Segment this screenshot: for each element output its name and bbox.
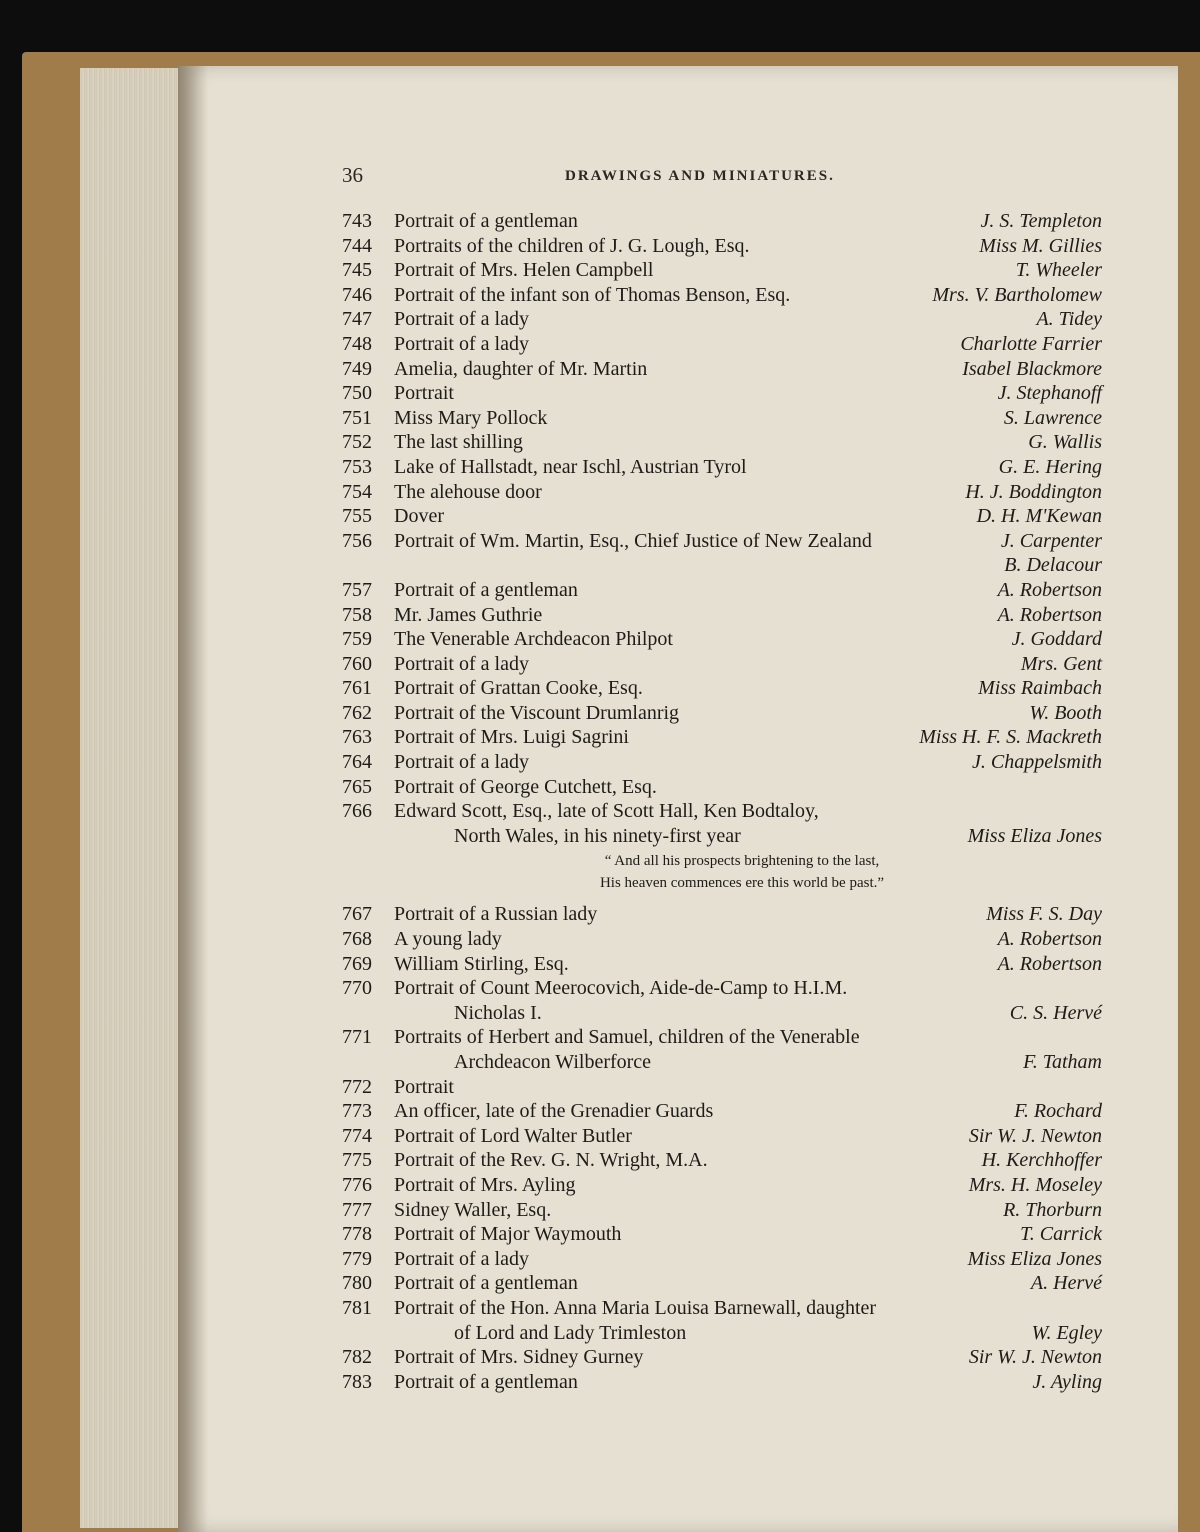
- catalogue-entry: [342, 505, 1102, 530]
- catalogue-entry: [342, 653, 1102, 678]
- entry-artist: Miss Eliza Jones: [967, 824, 1102, 847]
- catalogue-entry: [342, 579, 1102, 604]
- entry-artist: Mrs. H. Moseley: [968, 1173, 1102, 1196]
- catalogue-list: [342, 210, 1102, 1395]
- entry-artist: J. Goddard: [1011, 628, 1102, 651]
- entry-artist: G. E. Hering: [998, 455, 1102, 478]
- entry-title: Portrait of Mrs. Sidney Gurney: [394, 1346, 644, 1369]
- entry-artist: A. Robertson: [997, 928, 1102, 951]
- entry-artist: Charlotte Farrier: [960, 332, 1102, 355]
- entry-number: 777: [342, 1198, 372, 1221]
- entry-number: 753: [342, 455, 372, 478]
- entry-artist: H. J. Boddington: [965, 480, 1102, 503]
- entry-number: 781: [342, 1296, 372, 1319]
- entry-title: Portrait of a lady: [394, 751, 529, 774]
- entry-title: Portraits of Herbert and Samuel, children of the Venerable: [394, 1026, 860, 1049]
- catalogue-entry: [342, 604, 1102, 629]
- entries-block-2: [342, 903, 1102, 1395]
- entry-title: Portrait of Major Waymouth: [394, 1223, 622, 1246]
- entry-title: Portrait of the infant son of Thomas Benson, Esq.: [394, 283, 791, 306]
- entry-number: 750: [342, 382, 372, 405]
- entry-number: 765: [342, 775, 372, 798]
- entry-title: The alehouse door: [394, 480, 542, 503]
- entry-artist: Miss H. F. S. Mackreth: [919, 726, 1102, 749]
- catalogue-entry: [342, 1149, 1102, 1174]
- entry-title: Portrait: [394, 1075, 454, 1098]
- entry-title: Portrait of a Russian lady: [394, 903, 598, 926]
- entry-number: 779: [342, 1247, 372, 1270]
- entry-artist: A. Tidey: [1036, 308, 1102, 331]
- entry-artist: F. Rochard: [1014, 1100, 1102, 1123]
- catalogue-entry: [342, 308, 1102, 333]
- entry-artist: J. Chappelsmith: [972, 751, 1102, 774]
- entry-title: Portrait of Mrs. Helen Campbell: [394, 259, 654, 282]
- catalogue-entry: [342, 530, 1102, 555]
- catalogue-entry: [342, 259, 1102, 284]
- entry-title: Mr. James Guthrie: [394, 603, 543, 626]
- catalogue-entry: [342, 1248, 1102, 1273]
- entry-artist: Mrs. V. Bartholomew: [932, 283, 1102, 306]
- entry-artist: Miss M. Gillies: [979, 234, 1102, 257]
- entry-number: 757: [342, 578, 372, 601]
- entry-number: 745: [342, 259, 372, 282]
- entry-number: 747: [342, 308, 372, 331]
- catalogue-entry: [342, 1223, 1102, 1248]
- entry-number: 763: [342, 726, 372, 749]
- catalogue-entry: [342, 1371, 1102, 1396]
- running-title: DRAWINGS AND MINIATURES.: [565, 168, 835, 184]
- entry-title: Portrait of Count Meerocovich, Aide-de-Camp to H.I.M.: [394, 977, 848, 1000]
- entry-number: 769: [342, 952, 372, 975]
- entry-artist: D. H. M'Kewan: [976, 505, 1102, 528]
- catalogue-entry: [342, 751, 1102, 776]
- entry-number: 749: [342, 357, 372, 380]
- quote-line-2: His heaven commences ere this world be past.”: [599, 875, 885, 892]
- catalogue-entry: [342, 726, 1102, 751]
- catalogue-entry: [342, 333, 1102, 358]
- entry-number: 760: [342, 652, 372, 675]
- catalogue-entry: [342, 677, 1102, 702]
- entry-artist: C. S. Hervé: [1009, 1001, 1102, 1024]
- catalogue-entry: [342, 431, 1102, 456]
- entry-title: of Lord and Lady Trimleston: [454, 1321, 687, 1344]
- entry-number: 744: [342, 234, 372, 257]
- entry-title: Portrait of a lady: [394, 332, 529, 355]
- entry-number: 772: [342, 1075, 372, 1098]
- entry-artist: F. Tatham: [1023, 1051, 1102, 1073]
- entry-artist: Miss Eliza Jones: [967, 1247, 1102, 1270]
- catalogue-entry: [342, 628, 1102, 653]
- catalogue-entry: [342, 928, 1102, 953]
- catalogue-entry: [342, 1026, 1102, 1051]
- entry-artist: Miss Raimbach: [978, 677, 1102, 700]
- entry-title: Portrait of the Hon. Anna Maria Louisa Barnewall, daughter: [394, 1296, 877, 1319]
- entry-title: Portrait of a lady: [394, 1247, 529, 1270]
- catalogue-entry: [342, 977, 1102, 1002]
- entry-number: 758: [342, 603, 372, 626]
- entry-number: 755: [342, 505, 372, 528]
- entry-title: Nicholas I.: [454, 1001, 542, 1024]
- catalogue-entry: [342, 358, 1102, 383]
- entry-number: 743: [342, 210, 372, 232]
- catalogue-entry: [342, 1199, 1102, 1224]
- entry-title: Portrait of Mrs. Ayling: [394, 1173, 576, 1196]
- catalogue-entry: [342, 407, 1102, 432]
- entry-artist: A. Robertson: [997, 952, 1102, 975]
- entry-title: Dover: [394, 505, 444, 528]
- catalogue-entry: [342, 1297, 1102, 1322]
- catalogue-entry: [342, 284, 1102, 309]
- entry-artist: J. Ayling: [1032, 1370, 1102, 1393]
- entry-title: Portrait of a lady: [394, 308, 529, 331]
- catalogue-entry: [342, 210, 1102, 235]
- entry-title: Portrait of a gentleman: [394, 210, 578, 232]
- catalogue-entry: [342, 382, 1102, 407]
- entry-title: Lake of Hallstadt, near Ischl, Austrian Tyrol: [394, 455, 747, 478]
- entry-number: 764: [342, 751, 372, 774]
- entry-artist: J. S. Templeton: [980, 210, 1102, 232]
- entry-artist: W. Egley: [1031, 1321, 1102, 1344]
- entry-number: 774: [342, 1124, 372, 1147]
- catalogue-entry: [342, 1346, 1102, 1371]
- entry-artist: Sir W. J. Newton: [968, 1346, 1102, 1369]
- entry-number: 775: [342, 1149, 372, 1172]
- entry-artist: J. Carpenter: [1000, 529, 1102, 552]
- entry-artist: H. Kerchhoffer: [981, 1149, 1102, 1172]
- catalogue-entry: [342, 1272, 1102, 1297]
- entry-artist: A. Hervé: [1030, 1272, 1102, 1295]
- entry-number: 776: [342, 1173, 372, 1196]
- entry-title: Miss Mary Pollock: [394, 406, 548, 429]
- entry-title: A young lady: [394, 928, 502, 951]
- catalogue-entry: [342, 702, 1102, 727]
- entry-title: Portrait of the Viscount Drumlanrig: [394, 701, 680, 724]
- entry-number: 780: [342, 1272, 372, 1295]
- catalogue-entry: [342, 1076, 1102, 1101]
- running-head: [340, 163, 1100, 193]
- entry-artist: A. Robertson: [997, 578, 1102, 601]
- entry-number: 783: [342, 1370, 372, 1393]
- entry-title: Amelia, daughter of Mr. Martin: [394, 357, 648, 380]
- entry-artist: Sir W. J. Newton: [968, 1124, 1102, 1147]
- catalogue-entry: [342, 800, 1102, 825]
- entry-title: Portrait of a gentleman: [394, 1370, 578, 1393]
- catalogue-entry: [342, 481, 1102, 506]
- entry-artist: Mrs. Gent: [1020, 652, 1102, 675]
- entry-number: 748: [342, 332, 372, 355]
- catalogue-entry: [342, 1100, 1102, 1125]
- entry-number: 778: [342, 1223, 372, 1246]
- catalogue-entry: [342, 235, 1102, 260]
- entry-title: Portrait of Lord Walter Butler: [394, 1124, 632, 1147]
- catalogue-entry: [342, 825, 1102, 850]
- entry-number: 762: [342, 701, 372, 724]
- entry-number: 771: [342, 1026, 372, 1049]
- entry-artist: B. Delacour: [1004, 554, 1102, 577]
- catalogue-entry: [342, 1322, 1102, 1347]
- catalogue-entry: [342, 1174, 1102, 1199]
- entry-number: 752: [342, 431, 372, 454]
- entry-artist: R. Thorburn: [1003, 1198, 1102, 1221]
- catalogue-entry: [342, 776, 1102, 801]
- entry-title: North Wales, in his ninety-first year: [454, 824, 741, 847]
- entry-title: The last shilling: [394, 431, 523, 454]
- entry-number: 754: [342, 480, 372, 503]
- entry-number: 773: [342, 1100, 372, 1123]
- gutter-shadow: [178, 66, 208, 1532]
- entry-title: Portrait of Mrs. Luigi Sagrini: [394, 726, 629, 749]
- entry-artist: G. Wallis: [1028, 431, 1102, 454]
- entry-number: 756: [342, 529, 372, 552]
- entry-artist: W. Booth: [1029, 701, 1102, 724]
- entry-number: 767: [342, 903, 372, 926]
- entry-title: Portrait of Wm. Martin, Esq., Chief Justice of New Zealand: [394, 529, 872, 552]
- catalogue-entry: [342, 456, 1102, 481]
- catalogue-entry: [342, 1051, 1102, 1076]
- entry-title: Portrait of a lady: [394, 652, 529, 675]
- catalogue-entry: [342, 903, 1102, 928]
- entry-number: 782: [342, 1346, 372, 1369]
- quote-line-1: “ And all his prospects brightening to the last,: [604, 853, 880, 870]
- page-number: 36: [342, 163, 363, 187]
- entry-number: 751: [342, 406, 372, 429]
- entry-title: An officer, late of the Grenadier Guards: [394, 1100, 714, 1123]
- entry-title: Portrait of a gentleman: [394, 578, 578, 601]
- entry-artist: J. Stephanoff: [997, 382, 1102, 405]
- entry-number: 746: [342, 283, 372, 306]
- entry-title: Portrait of the Rev. G. N. Wright, M.A.: [394, 1149, 708, 1172]
- entry-title: Portrait of Grattan Cooke, Esq.: [394, 677, 643, 700]
- entry-number: 759: [342, 628, 372, 651]
- catalogue-entry: [342, 1002, 1102, 1027]
- entry-title: The Venerable Archdeacon Philpot: [394, 628, 673, 651]
- entry-title: Portrait of George Cutchett, Esq.: [394, 775, 657, 798]
- catalogue-entry: [342, 554, 1102, 579]
- entry-artist: Miss F. S. Day: [986, 903, 1102, 926]
- entry-title: Portrait: [394, 382, 454, 405]
- entry-number: 761: [342, 677, 372, 700]
- entry-title: Portrait of a gentleman: [394, 1272, 578, 1295]
- entry-number: 770: [342, 977, 372, 1000]
- entry-title: William Stirling, Esq.: [394, 952, 569, 975]
- entry-number: 766: [342, 800, 372, 823]
- entry-artist: Isabel Blackmore: [962, 357, 1102, 380]
- entry-title: Sidney Waller, Esq.: [394, 1198, 552, 1221]
- catalogue-entry: [342, 953, 1102, 978]
- entry-number: 768: [342, 928, 372, 951]
- entry-title: Archdeacon Wilberforce: [454, 1051, 652, 1073]
- entry-title: Portraits of the children of J. G. Lough, Esq.: [394, 234, 750, 257]
- entry-artist: T. Wheeler: [1015, 259, 1102, 282]
- entry-title: Edward Scott, Esq., late of Scott Hall, Ken Bodtaloy,: [394, 800, 819, 823]
- entry-artist: A. Robertson: [997, 603, 1102, 626]
- entries-block-1: [342, 210, 1102, 849]
- entry-artist: S. Lawrence: [1003, 406, 1102, 429]
- catalogue-entry: [342, 1125, 1102, 1150]
- page-edges: [80, 68, 192, 1528]
- entry-artist: T. Carrick: [1020, 1223, 1102, 1246]
